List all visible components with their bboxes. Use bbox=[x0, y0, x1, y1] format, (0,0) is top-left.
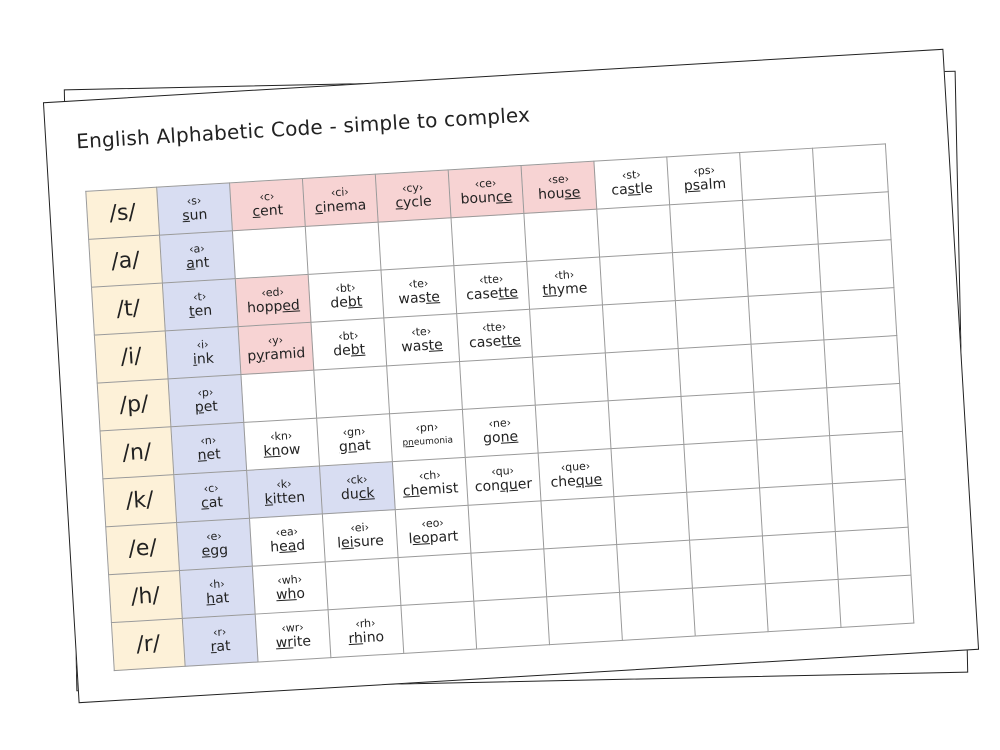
grapheme-label: ‹a› bbox=[188, 241, 206, 256]
example-word: net bbox=[197, 445, 222, 464]
empty-cell bbox=[314, 366, 390, 418]
grapheme-cell bbox=[235, 274, 311, 326]
example-word: kitten bbox=[264, 488, 306, 508]
phoneme-cell: /n/ bbox=[100, 427, 174, 479]
empty-cell bbox=[742, 196, 818, 248]
example-word: thyme bbox=[542, 279, 588, 299]
empty-cell bbox=[818, 240, 894, 292]
empty-cell bbox=[692, 584, 768, 636]
empty-cell bbox=[684, 440, 760, 492]
empty-cell bbox=[760, 484, 836, 536]
empty-cell bbox=[611, 444, 687, 496]
empty-cell bbox=[675, 296, 751, 348]
phoneme-cell: /h/ bbox=[109, 571, 183, 623]
grapheme-cell bbox=[230, 179, 306, 231]
grapheme-cell bbox=[465, 453, 541, 505]
example-word: debt bbox=[329, 293, 363, 312]
grapheme-label: ‹ce› bbox=[474, 176, 497, 191]
example-word: debt bbox=[332, 341, 366, 359]
grapheme-cell bbox=[244, 418, 320, 470]
example-word: conquer bbox=[474, 475, 533, 495]
empty-cell bbox=[762, 532, 838, 584]
grapheme-cell bbox=[302, 174, 378, 226]
empty-cell bbox=[468, 501, 544, 553]
empty-cell bbox=[832, 479, 908, 531]
grapheme-label: ‹k› bbox=[276, 476, 292, 491]
grapheme-label: ‹ei› bbox=[350, 520, 370, 535]
grapheme-label: ‹wh› bbox=[276, 572, 303, 587]
example-word: leisure bbox=[336, 532, 385, 552]
phoneme-cell: /i/ bbox=[94, 331, 168, 383]
grapheme-label: ‹h› bbox=[208, 576, 226, 591]
empty-cell bbox=[827, 383, 903, 435]
example-word: waste bbox=[400, 336, 444, 355]
empty-cell bbox=[605, 349, 681, 401]
grapheme-cell bbox=[179, 566, 255, 618]
empty-cell bbox=[387, 362, 463, 414]
grapheme-label: ‹y› bbox=[267, 332, 284, 347]
empty-cell bbox=[687, 488, 763, 540]
grapheme-cell bbox=[157, 183, 233, 235]
grapheme-cell bbox=[168, 375, 244, 427]
example-word: rhino bbox=[347, 628, 385, 647]
empty-cell bbox=[541, 497, 617, 549]
empty-cell bbox=[305, 222, 381, 274]
empty-cell bbox=[690, 536, 766, 588]
empty-cell bbox=[765, 579, 841, 631]
empty-cell bbox=[378, 218, 454, 270]
grapheme-label: ‹bt› bbox=[335, 280, 356, 295]
empty-cell bbox=[824, 336, 900, 388]
grapheme-label: ‹c› bbox=[203, 481, 219, 495]
phoneme-cell: /a/ bbox=[89, 235, 163, 287]
grapheme-label: ‹tte› bbox=[478, 271, 504, 287]
empty-cell bbox=[608, 396, 684, 448]
example-word: hopped bbox=[246, 296, 301, 317]
empty-cell bbox=[600, 253, 676, 305]
empty-cell bbox=[754, 388, 830, 440]
grapheme-cell bbox=[252, 562, 328, 614]
grapheme-cell bbox=[322, 510, 398, 562]
example-word: chemist bbox=[402, 479, 459, 500]
phoneme-cell: /r/ bbox=[111, 618, 185, 670]
example-word: ink bbox=[192, 350, 215, 368]
example-word: waste bbox=[398, 288, 441, 308]
empty-cell bbox=[597, 205, 673, 257]
phoneme-cell: /p/ bbox=[97, 379, 171, 431]
grapheme-cell bbox=[390, 409, 466, 461]
grapheme-cell bbox=[448, 166, 524, 218]
empty-cell bbox=[460, 357, 536, 409]
example-word: head bbox=[269, 537, 306, 556]
grapheme-cell bbox=[311, 318, 387, 370]
grapheme-label: ‹te› bbox=[410, 324, 432, 339]
grapheme-label: ‹ps› bbox=[693, 163, 716, 178]
empty-cell bbox=[670, 200, 746, 252]
grapheme-label: ‹wr› bbox=[280, 620, 305, 635]
example-word: cat bbox=[200, 493, 224, 512]
grapheme-label: ‹gn› bbox=[342, 424, 366, 439]
grapheme-label: ‹e› bbox=[205, 528, 223, 543]
grapheme-cell bbox=[182, 614, 258, 666]
example-word: casette bbox=[465, 283, 519, 303]
grapheme-cell bbox=[249, 514, 325, 566]
grapheme-cell bbox=[255, 610, 331, 662]
empty-cell bbox=[617, 540, 693, 592]
worksheet bbox=[43, 49, 979, 703]
empty-cell bbox=[835, 527, 911, 579]
grapheme-label: ‹p› bbox=[197, 385, 214, 400]
grapheme-cell bbox=[395, 505, 471, 557]
empty-cell bbox=[748, 292, 824, 344]
example-word: cent bbox=[251, 201, 284, 220]
example-word: pyramid bbox=[246, 344, 306, 365]
empty-cell bbox=[745, 244, 821, 296]
empty-cell bbox=[532, 353, 608, 405]
grapheme-label: ‹ea› bbox=[275, 524, 299, 539]
example-word: who bbox=[275, 585, 306, 603]
grapheme-cell bbox=[594, 157, 670, 209]
example-word: house bbox=[537, 184, 581, 203]
example-word: rat bbox=[210, 637, 231, 655]
grapheme-label: ‹ch› bbox=[418, 467, 442, 483]
grapheme-cell bbox=[162, 279, 238, 331]
grapheme-cell bbox=[375, 170, 451, 222]
grapheme-cell bbox=[381, 266, 457, 318]
example-word: castle bbox=[610, 179, 654, 199]
empty-cell bbox=[530, 305, 606, 357]
empty-cell bbox=[821, 288, 897, 340]
grapheme-cell bbox=[247, 466, 323, 518]
grapheme-cell bbox=[308, 270, 384, 322]
example-word: pet bbox=[194, 397, 219, 416]
empty-cell bbox=[232, 226, 308, 278]
empty-cell bbox=[678, 344, 754, 396]
grapheme-label: ‹que› bbox=[560, 458, 591, 474]
example-word: gnat bbox=[338, 436, 372, 455]
grapheme-cell bbox=[462, 405, 538, 457]
grapheme-label: ‹ed› bbox=[260, 284, 285, 300]
example-word: leopart bbox=[408, 527, 459, 547]
grapheme-cell bbox=[457, 309, 533, 361]
example-word: pneumonia bbox=[402, 435, 454, 449]
empty-cell bbox=[672, 248, 748, 300]
empty-cell bbox=[815, 192, 891, 244]
example-word: duck bbox=[340, 484, 375, 503]
empty-cell bbox=[401, 601, 477, 653]
phoneme-cell: /e/ bbox=[106, 523, 180, 575]
grapheme-label: ‹eo› bbox=[421, 515, 445, 531]
empty-cell bbox=[451, 213, 527, 265]
empty-cell bbox=[614, 492, 690, 544]
example-word: cinema bbox=[314, 196, 367, 216]
grapheme-cell bbox=[238, 322, 314, 374]
grapheme-cell bbox=[177, 518, 253, 570]
empty-cell bbox=[757, 436, 833, 488]
grapheme-cell bbox=[165, 327, 241, 379]
grapheme-label: ‹se› bbox=[547, 171, 570, 186]
grapheme-label: ‹ne› bbox=[488, 415, 512, 430]
grapheme-cell bbox=[320, 462, 396, 514]
grapheme-cell bbox=[538, 449, 614, 501]
worksheet-title: English Alphabetic Code - simple to complex bbox=[75, 102, 531, 154]
example-word: gone bbox=[482, 428, 519, 447]
example-word: cheque bbox=[550, 471, 603, 491]
example-word: casette bbox=[468, 331, 522, 351]
example-word: psalm bbox=[683, 175, 727, 194]
grapheme-label: ‹pn› bbox=[415, 419, 439, 435]
empty-cell bbox=[681, 392, 757, 444]
grapheme-label: ‹rh› bbox=[354, 615, 376, 631]
empty-cell bbox=[398, 553, 474, 605]
grapheme-cell bbox=[384, 314, 460, 366]
grapheme-label: ‹st› bbox=[621, 167, 642, 182]
empty-cell bbox=[535, 401, 611, 453]
grapheme-label: ‹bt› bbox=[337, 328, 359, 343]
phoneme-cell: /k/ bbox=[103, 475, 177, 527]
example-word: write bbox=[275, 632, 312, 651]
example-word: cycle bbox=[394, 192, 433, 212]
grapheme-label: ‹te› bbox=[408, 276, 429, 291]
example-word: ant bbox=[185, 254, 210, 272]
phoneme-cell: /s/ bbox=[86, 187, 160, 239]
grapheme-label: ‹kn› bbox=[269, 428, 293, 443]
example-word: hat bbox=[205, 589, 230, 607]
grapheme-label: ‹t› bbox=[192, 289, 207, 304]
empty-cell bbox=[740, 148, 816, 200]
empty-cell bbox=[471, 549, 547, 601]
example-word: sun bbox=[181, 206, 208, 224]
grapheme-label: ‹i› bbox=[196, 337, 209, 352]
grapheme-cell bbox=[174, 470, 250, 522]
empty-cell bbox=[830, 431, 906, 483]
grapheme-cell bbox=[454, 261, 530, 313]
empty-cell bbox=[241, 370, 317, 422]
empty-cell bbox=[544, 545, 620, 597]
grapheme-label: ‹ci› bbox=[330, 184, 350, 199]
grapheme-cell bbox=[160, 231, 236, 283]
example-word: egg bbox=[201, 541, 229, 560]
grapheme-label: ‹ck› bbox=[345, 472, 368, 487]
example-word: ten bbox=[188, 302, 213, 320]
grapheme-cell bbox=[521, 161, 597, 213]
grapheme-cell bbox=[317, 414, 393, 466]
empty-cell bbox=[524, 209, 600, 261]
grapheme-label: ‹th› bbox=[553, 267, 575, 282]
grapheme-label: ‹c› bbox=[259, 189, 275, 204]
alphabetic-code-table bbox=[85, 143, 914, 671]
empty-cell bbox=[325, 558, 401, 610]
grapheme-label: ‹tte› bbox=[481, 319, 507, 335]
grapheme-label: ‹r› bbox=[212, 624, 227, 639]
grapheme-cell bbox=[392, 457, 468, 509]
empty-cell bbox=[838, 575, 914, 627]
empty-cell bbox=[813, 144, 889, 196]
empty-cell bbox=[751, 340, 827, 392]
grapheme-label: ‹s› bbox=[186, 193, 202, 208]
empty-cell bbox=[474, 597, 550, 649]
empty-cell bbox=[602, 301, 678, 353]
phoneme-cell: /t/ bbox=[91, 283, 165, 335]
grapheme-label: ‹n› bbox=[200, 433, 217, 448]
grapheme-label: ‹qu› bbox=[490, 463, 515, 478]
example-word: bounce bbox=[460, 188, 513, 208]
empty-cell bbox=[620, 588, 696, 640]
grapheme-cell bbox=[171, 422, 247, 474]
grapheme-cell bbox=[667, 153, 743, 205]
grapheme-cell bbox=[527, 257, 603, 309]
grapheme-cell bbox=[328, 605, 404, 657]
grapheme-label: ‹cy› bbox=[401, 180, 424, 195]
empty-cell bbox=[547, 592, 623, 644]
example-word: know bbox=[263, 441, 301, 460]
